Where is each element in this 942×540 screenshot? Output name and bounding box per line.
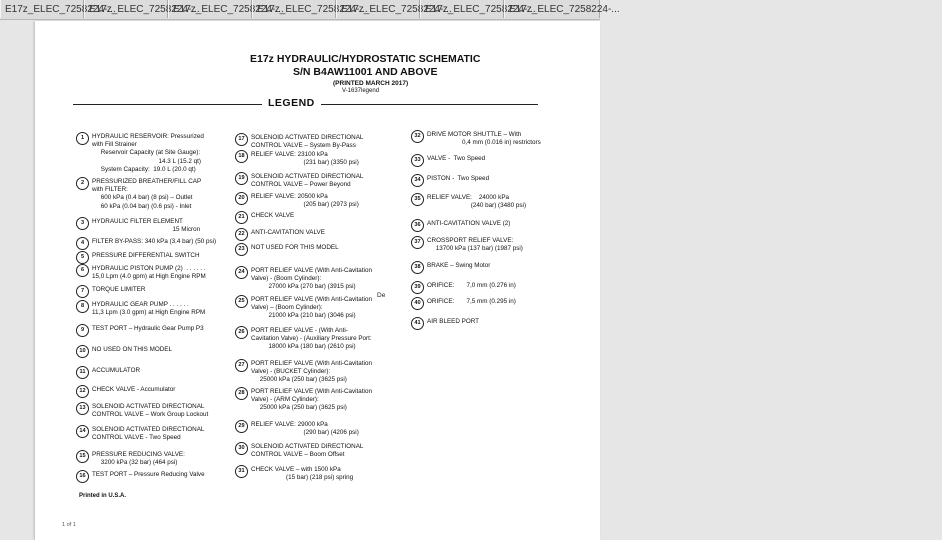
legend-item-line: FILTER BY-PASS: 340 kPa (3.4 bar) (50 psi) xyxy=(92,238,217,245)
legend-item-line: NOT USED FOR THIS MODEL xyxy=(251,244,339,251)
legend-item-line: CONTROL VALVE – Boom Offset xyxy=(251,451,345,459)
legend-number-badge: 4 xyxy=(76,237,89,250)
legend-item-text xyxy=(427,194,526,210)
document-tab-bar xyxy=(0,0,620,20)
legend-item-text xyxy=(92,471,205,479)
legend-item-text xyxy=(251,360,372,385)
legend-number-badge: 31 xyxy=(235,465,248,478)
legend-number-badge: 22 xyxy=(235,228,248,241)
legend-item-line: 3200 kPa (32 bar) (464 psi) xyxy=(92,459,178,467)
legend-number-badge: 8 xyxy=(76,300,89,313)
legend-item-line: with Fill Strainer xyxy=(92,141,137,149)
legend-number-badge: 11 xyxy=(76,366,89,379)
legend-item-text xyxy=(427,318,479,326)
legend-item-line: TEST PORT – Hydraulic Gear Pump P3 xyxy=(92,325,204,332)
legend-item-line: PORT RELIEF VALVE (With Anti-Cavitation xyxy=(251,388,372,395)
legend-item-text xyxy=(251,151,359,167)
legend-item-text xyxy=(251,327,372,352)
document-tab[interactable]: E17z_ELEC_7258224-... xyxy=(168,0,252,18)
document-tab[interactable]: E17z_ELEC_7258224-... xyxy=(0,0,84,18)
legend-item-line: PRESSURIZED BREATHER/FILL CAP xyxy=(92,178,202,185)
legend-item-line: SOLENOID ACTIVATED DIRECTIONAL xyxy=(251,134,364,141)
legend-item-text xyxy=(251,244,339,252)
legend-item-line: Cavitation Valve) - (Auxiliary Pressure Port: xyxy=(251,335,372,343)
document-tab[interactable]: E17z_ELEC_7258224-... xyxy=(84,0,168,18)
legend-item-line: HYDRAULIC GEAR PUMP . . . . . . xyxy=(92,301,189,308)
legend-item-line: RELIEF VALVE: 29000 kPa xyxy=(251,421,328,428)
legend-item-line: 14.3 L (15.2 qt) xyxy=(92,157,201,165)
legend-item-line: (15 bar) (218 psi) spring xyxy=(251,474,354,482)
legend-number-badge: 32 xyxy=(411,130,424,143)
legend-item-line: SOLENOID ACTIVATED DIRECTIONAL xyxy=(92,403,205,410)
legend-item-line: TEST PORT – Pressure Reducing Valve xyxy=(92,471,205,478)
legend-item-line: RELIEF VALVE: 20500 kPa xyxy=(251,193,328,200)
legend-item-text xyxy=(92,252,200,260)
legend-item-line: 11,3 Lpm (3.0 gpm) at High Engine RPM xyxy=(92,309,206,317)
legend-item-text xyxy=(251,388,372,413)
legend-number-badge: 21 xyxy=(235,211,248,224)
legend-item-line: PRESSURE REDUCING VALVE: xyxy=(92,451,185,458)
legend-item-line: (240 bar) (3480 psi) xyxy=(427,202,527,210)
legend-item-line: ANTI-CAVITATION VALVE (2) xyxy=(427,220,511,227)
legend-item-line: VALVE - Two Speed xyxy=(427,155,486,162)
legend-number-badge: 17 xyxy=(235,133,248,146)
legend-item-text xyxy=(251,212,294,220)
legend-item-text xyxy=(92,325,204,333)
legend-item-text xyxy=(251,229,325,237)
printed-date: (PRINTED MARCH 2017) xyxy=(333,80,409,87)
legend-item-text xyxy=(427,262,490,270)
schematic-title: E17z HYDRAULIC/HYDROSTATIC SCHEMATIC xyxy=(250,53,481,65)
legend-item-line: HYDRAULIC FILTER ELEMENT xyxy=(92,218,183,225)
legend-item-line: DRIVE MOTOR SHUTTLE – With xyxy=(427,131,522,138)
legend-item-line: RELIEF VALVE: 24000 kPa xyxy=(427,194,510,201)
page-number: 1 of 1 xyxy=(62,522,76,528)
legend-item-line: ACCUMULATOR xyxy=(92,367,141,374)
legend-item-line: (205 bar) (2973 psi) xyxy=(251,201,359,209)
legend-item-text xyxy=(92,346,172,354)
legend-item-text xyxy=(427,237,523,253)
legend-item-text xyxy=(427,131,541,147)
legend-number-badge: 41 xyxy=(411,317,424,330)
legend-item-line: Valve) - (ARM Cylinder): xyxy=(251,396,319,404)
legend-number-badge: 18 xyxy=(235,150,248,163)
legend-number-badge: 1 xyxy=(76,132,89,145)
legend-item-line: CONTROL VALVE – System By-Pass xyxy=(251,142,356,150)
legend-item-text xyxy=(92,265,206,281)
legend-item-line: Valve) - (BUCKET Cylinder): xyxy=(251,368,331,376)
legend-number-badge: 10 xyxy=(76,345,89,358)
legend-number-badge: 3 xyxy=(76,217,89,230)
serial-number-range: S/N B4AW11001 AND ABOVE xyxy=(293,66,438,78)
legend-item-line: 0,4 mm (0.016 in) restrictors xyxy=(427,139,541,147)
drawing-code: V-1637legend xyxy=(342,88,380,94)
legend-item-text xyxy=(92,451,185,467)
legend-number-badge: 20 xyxy=(235,192,248,205)
legend-item-text xyxy=(251,173,363,189)
legend-item-text xyxy=(251,296,372,321)
legend-item-line: PRESSURE DIFFERENTIAL SWITCH xyxy=(92,252,200,259)
legend-number-badge: 37 xyxy=(411,236,424,249)
legend-item-text xyxy=(427,220,510,228)
legend-number-badge: 28 xyxy=(235,387,248,400)
legend-item-line: CHECK VALVE – with 1500 kPa xyxy=(251,466,341,473)
legend-item-line: 25000 kPa (250 bar) (3625 psi) xyxy=(251,404,347,412)
legend-item-text xyxy=(427,155,485,163)
document-tab[interactable]: E17z_ELEC_7258224-... xyxy=(420,0,504,18)
legend-number-badge: 24 xyxy=(235,266,248,279)
legend-item-text xyxy=(92,367,140,375)
legend-item-text xyxy=(92,133,204,174)
legend-item-line: HYDRAULIC RESERVOIR: Pressurized xyxy=(92,133,204,140)
legend-item-text xyxy=(251,466,353,482)
legend-number-badge: 9 xyxy=(76,324,89,337)
legend-item-line: ORIFICE: 7,5 mm (0.295 in) xyxy=(427,298,516,305)
legend-item-line: HYDRAULIC PISTON PUMP (2) . . . . . . xyxy=(92,265,206,272)
legend-number-badge: 13 xyxy=(76,402,89,415)
legend-number-badge: 23 xyxy=(235,243,248,256)
legend-number-badge: 36 xyxy=(411,219,424,232)
stray-text: De xyxy=(377,292,386,299)
legend-item-text xyxy=(251,193,359,209)
legend-item-line: System Capacity: 19.0 L (20.0 qt) xyxy=(92,165,196,173)
legend-number-badge: 19 xyxy=(235,172,248,185)
legend-item-line: 21000 kPa (210 bar) (3046 psi) xyxy=(251,312,356,320)
legend-number-badge: 34 xyxy=(411,174,424,187)
legend-item-line: 60 kPa (0.04 bar) (0.6 psi) - Inlet xyxy=(92,202,192,210)
legend-item-text xyxy=(427,175,489,183)
legend-number-badge: 33 xyxy=(411,154,424,167)
legend-item-line: CHECK VALVE xyxy=(251,212,295,219)
legend-item-line: PISTON - Two Speed xyxy=(427,175,490,182)
legend-item-line: Valve) - (Boom Cylinder): xyxy=(251,275,322,283)
legend-item-line: with FILTER: xyxy=(92,186,128,194)
legend-number-badge: 2 xyxy=(76,177,89,190)
legend-number-badge: 40 xyxy=(411,297,424,310)
legend-item-line: PORT RELIEF VALVE (With Anti-Cavitation xyxy=(251,267,372,274)
document-tab[interactable]: E17z_ELEC_7258224-... xyxy=(504,0,600,18)
document-tab[interactable]: E17z_ELEC_7258224-... xyxy=(252,0,336,18)
legend-item-line: 18000 kPa (180 bar) (2610 psi) xyxy=(251,343,356,351)
legend-item-line: CHECK VALVE - Accumulator xyxy=(92,386,176,393)
legend-item-line: TORQUE LIMITER xyxy=(92,286,146,293)
legend-item-line: PORT RELIEF VALVE (With Anti-Cavitation xyxy=(251,296,372,303)
legend-item-text xyxy=(92,238,216,246)
legend-item-line: CONTROL VALVE - Two Speed xyxy=(92,434,181,442)
legend-item-line: ORIFICE: 7,0 mm (0.276 in) xyxy=(427,282,516,289)
legend-item-line: 600 kPa (0.4 bar) (8 psi) – Outlet xyxy=(92,194,193,202)
legend-item-line: PORT RELIEF VALVE (With Anti-Cavitation xyxy=(251,360,372,367)
legend-item-line: ANTI-CAVITATION VALVE xyxy=(251,229,325,236)
legend-item-line: (290 bar) (4206 psi) xyxy=(251,429,359,437)
legend-heading: LEGEND xyxy=(262,97,321,109)
legend-number-badge: 27 xyxy=(235,359,248,372)
legend-item-line: CROSSPORT RELIEF VALVE: xyxy=(427,237,514,244)
legend-item-text xyxy=(92,403,208,419)
legend-item-line: 25000 kPa (250 bar) (3625 psi) xyxy=(251,376,347,384)
legend-item-line: SOLENOID ACTIVATED DIRECTIONAL xyxy=(251,443,364,450)
legend-item-line: CONTROL VALVE – Work Group Lockout xyxy=(92,411,209,419)
legend-item-text xyxy=(427,282,516,290)
legend-item-line: (231 bar) (3350 psi) xyxy=(251,159,359,167)
legend-number-badge: 25 xyxy=(235,295,248,308)
legend-item-text xyxy=(92,386,175,394)
legend-number-badge: 35 xyxy=(411,193,424,206)
legend-number-badge: 39 xyxy=(411,281,424,294)
legend-item-line: BRAKE – Swing Motor xyxy=(427,262,491,269)
legend-number-badge: 7 xyxy=(76,285,89,298)
legend-number-badge: 6 xyxy=(76,264,89,277)
legend-item-line: NO USED ON THIS MODEL xyxy=(92,346,173,353)
legend-number-badge: 30 xyxy=(235,442,248,455)
legend-item-line: RELIEF VALVE: 23100 kPa xyxy=(251,151,328,158)
printed-in-note: Printed in U.S.A. xyxy=(79,493,127,499)
legend-item-line: Valve) – (Boom Cylinder): xyxy=(251,304,323,312)
legend-item-line: 15,0 Lpm (4.0 gpm) at High Engine RPM xyxy=(92,273,206,281)
legend-item-line: 27000 kPa (270 bar) (3915 psi) xyxy=(251,283,356,291)
legend-item-text xyxy=(92,301,205,317)
legend-item-line: SOLENOID ACTIVATED DIRECTIONAL xyxy=(92,426,205,433)
document-tab[interactable]: E17z_ELEC_7258224-... xyxy=(336,0,420,18)
legend-item-text xyxy=(92,426,204,442)
legend-number-badge: 12 xyxy=(76,385,89,398)
legend-number-badge: 38 xyxy=(411,261,424,274)
legend-number-badge: 26 xyxy=(235,326,248,339)
legend-number-badge: 16 xyxy=(76,470,89,483)
legend-item-line: Reservoir Capacity (at Site Gauge): xyxy=(92,149,201,157)
legend-number-badge: 14 xyxy=(76,425,89,438)
legend-item-text xyxy=(251,421,359,437)
legend-item-text xyxy=(92,178,201,211)
legend-item-line: CONTROL VALVE – Power Beyond xyxy=(251,181,351,189)
legend-number-badge: 15 xyxy=(76,450,89,463)
legend-item-line: 13700 kPa (137 bar) (1987 psi) xyxy=(427,245,523,253)
legend-item-text xyxy=(251,267,372,292)
legend-item-text xyxy=(92,218,200,234)
legend-item-text xyxy=(251,134,363,150)
legend-item-line: PORT RELIEF VALVE - (With Anti- xyxy=(251,327,348,334)
legend-item-text xyxy=(92,286,145,294)
legend-item-line: AIR BLEED PORT xyxy=(427,318,480,325)
legend-item-line: SOLENOID ACTIVATED DIRECTIONAL xyxy=(251,173,364,180)
legend-item-text xyxy=(251,443,363,459)
legend-number-badge: 5 xyxy=(76,251,89,264)
legend-number-badge: 29 xyxy=(235,420,248,433)
legend-item-text xyxy=(427,298,516,306)
legend-item-line: 15 Micron xyxy=(92,226,201,234)
